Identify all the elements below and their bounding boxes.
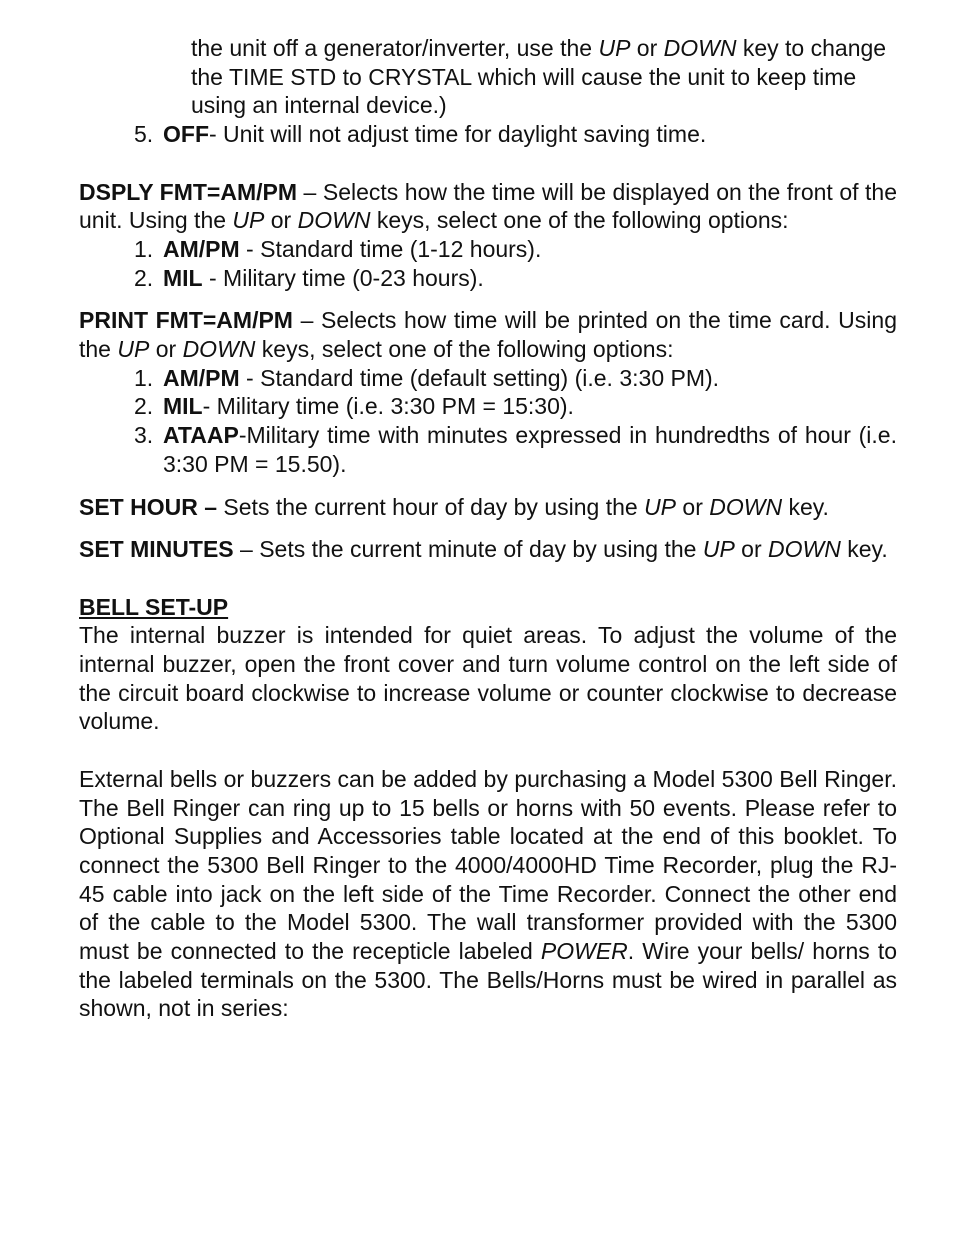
option-desc: -Military time with minutes expressed in hundredths of hour (i.e. 3:30 PM = 15.50). [163,422,897,477]
option-term: MIL [163,393,203,420]
dsply-fmt-paragraph [79,178,897,235]
text: or [149,336,183,363]
list-item [79,264,897,293]
list-number: 1. [134,364,154,391]
text: – Sets the current minute of day by using the [233,536,703,563]
down-key-ref: DOWN [297,207,371,234]
list-number: 3. [134,422,154,449]
set-hour-paragraph [79,493,897,522]
setting-term: SET MINUTES [79,536,234,563]
bell-setup-paragraph-1: The internal buzzer is intended for quiet areas. To adjust the volume of the internal buzzer, open the front cover and turn volume control on the left side of the circuit board clockwise to increase volume or counter clockwise to decrease volume. [79,622,897,735]
text: – Selects how the time will be displayed on the front of the unit. Using the [79,178,897,234]
power-label-ref: POWER [540,938,628,965]
text: or [676,493,710,520]
list-number: 2. [134,264,154,291]
set-minutes-paragraph [79,535,897,564]
text: the unit off a generator/inverter, use the [191,35,599,61]
option-desc: - Military time (0-23 hours). [202,264,484,291]
text: keys, select one of the following options: [370,207,789,234]
down-key-ref: DOWN [768,536,841,563]
text: Sets the current hour of day by using the [217,493,645,520]
text: key to change the TIME STD to CRYSTAL which will cause the unit to keep time using an internal device.) [191,35,887,119]
text: or [264,207,298,234]
text: keys, select one of the following options: [255,336,674,363]
setting-term: SET HOUR – [79,493,218,520]
bell-setup-paragraph-2 [79,765,897,1023]
dsply-fmt-options [79,235,897,292]
option-term: MIL [163,264,203,291]
text: key. [840,536,888,563]
down-key-ref: DOWN [182,336,256,363]
up-key-ref: UP [598,35,631,61]
setting-term: PRINT FMT=AM/PM [79,307,293,334]
time-std-option-off [79,120,897,149]
option-term: OFF [163,121,209,148]
list-item [79,421,897,478]
section-heading: BELL SET-UP [79,593,229,620]
option-desc: - Unit will not adjust time for daylight saving time. [209,121,707,148]
option-term: AM/PM [163,235,240,262]
text: External bells or buzzers can be added by purchasing a Model 5300 Bell Ringer. The Bell Ringer can ring up to 15 bells or horns with 50 events. Please refer to Optional Supplies and Accessories table located at the end of this booklet. To connect the 5300 Bell Ringer to the 4000/4000HD Time Recorder, plug the RJ-45 cable into jack on the left side of the Time Recorder. Connect the other end of the cable to the Model 5300. The wall transformer provided with the 5300 must be connected to the recepticle labeled [79,765,897,965]
down-key-ref: DOWN [709,493,783,520]
text: . Wire your bells/ horns to the labeled terminals on the 5300. The Bells/Horns must be wired in parallel as shown, not in series: [79,938,898,1022]
manual-page [79,34,897,1023]
print-fmt-paragraph [79,306,897,363]
up-key-ref: UP [232,207,265,234]
option-term: AM/PM [163,364,240,391]
up-key-ref: UP [117,336,150,363]
list-item [79,364,897,393]
option-desc: - Standard time (default setting) (i.e. 3:30 PM). [239,364,720,391]
list-number: 5. [134,121,154,148]
option-desc: - Military time (i.e. 3:30 PM = 15:30). [202,393,574,420]
list-number: 2. [134,393,154,420]
down-key-ref: DOWN [663,35,737,61]
option-term: ATAAP [163,422,239,449]
text: or [734,536,769,563]
list-item [79,392,897,421]
text: or [630,35,664,61]
text: key. [782,493,829,520]
text: – Selects how time will be printed on the time card. Using the [79,307,897,363]
setting-term: DSPLY FMT=AM/PM [79,178,298,205]
print-fmt-options [79,364,897,479]
option-desc: - Standard time (1-12 hours). [239,235,542,262]
time-std-continuation [79,34,897,120]
up-key-ref: UP [702,536,735,563]
list-number: 1. [134,235,154,262]
up-key-ref: UP [644,493,677,520]
list-item [79,235,897,264]
